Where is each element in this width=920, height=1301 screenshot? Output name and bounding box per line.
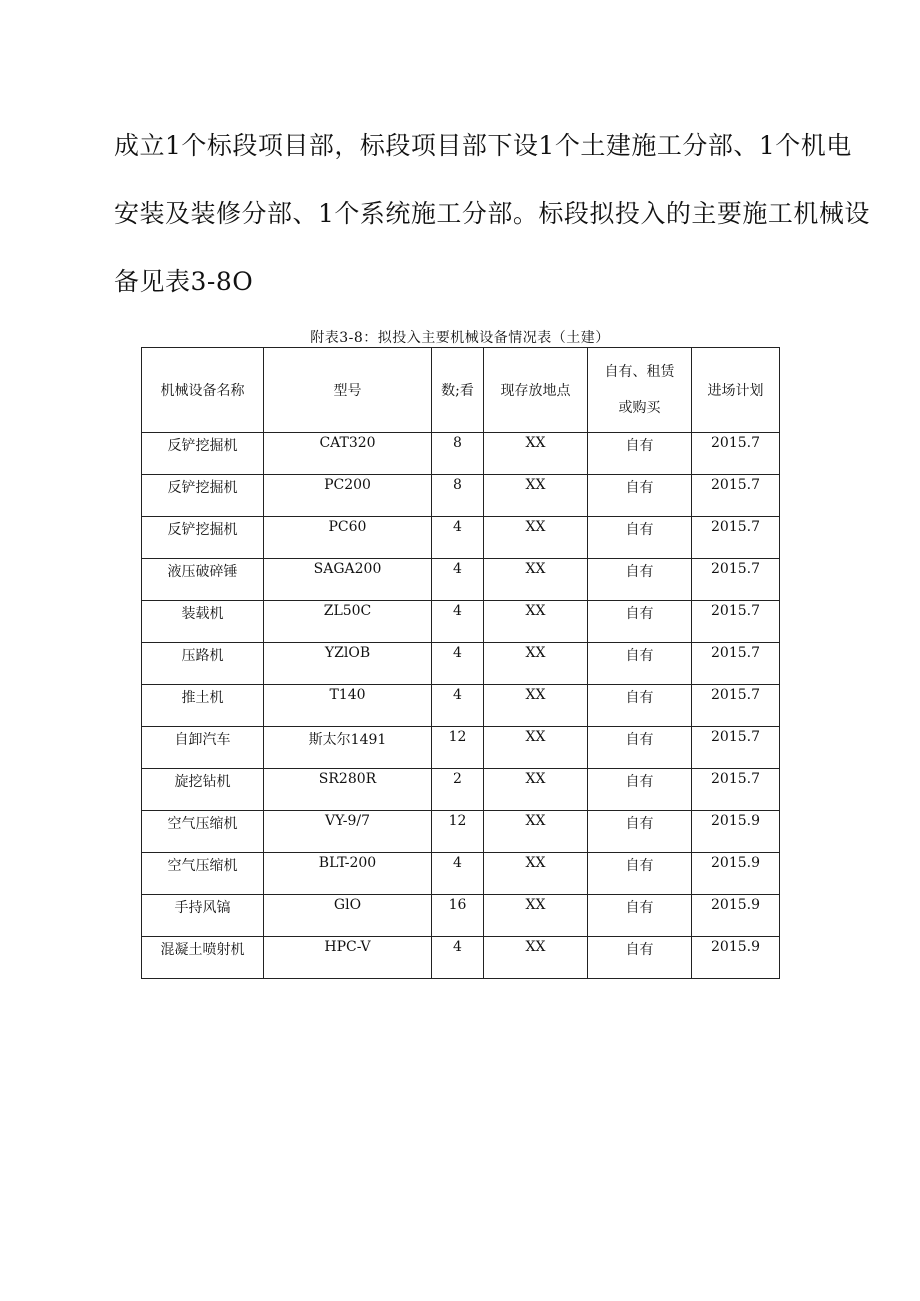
cell-schedule: 2015.7 [692,475,780,517]
cell-ownership: 自有 [588,517,692,559]
table-row [142,433,780,475]
cell-quantity: 12 [432,811,484,853]
cell-model: PC60 [264,517,432,559]
cell-location: XX [484,643,588,685]
cell-quantity: 8 [432,475,484,517]
cell-location: XX [484,559,588,601]
cell-ownership: 自有 [588,433,692,475]
cell-schedule: 2015.7 [692,601,780,643]
cell-model: ZL50C [264,601,432,643]
header-ownership-line1: 自有、租赁 [604,364,675,380]
cell-location: XX [484,517,588,559]
cell-model: PC200 [264,475,432,517]
cell-ownership: 自有 [588,685,692,727]
cell-quantity: 4 [432,643,484,685]
cell-equipment-name: 反铲挖掘机 [142,433,264,475]
cell-ownership: 自有 [588,559,692,601]
header-ownership [588,348,692,433]
cell-schedule: 2015.9 [692,811,780,853]
table-row [142,727,780,769]
cell-quantity: 4 [432,853,484,895]
cell-model: YZlOB [264,643,432,685]
cell-equipment-name: 压路机 [142,643,264,685]
cell-location: XX [484,937,588,979]
table-row [142,811,780,853]
cell-schedule: 2015.7 [692,517,780,559]
cell-equipment-name: 推土机 [142,685,264,727]
table-row [142,685,780,727]
header-model: 型号 [264,348,432,433]
cell-model: CAT320 [264,433,432,475]
table-row [142,769,780,811]
cell-model: T140 [264,685,432,727]
cell-ownership: 自有 [588,643,692,685]
cell-schedule: 2015.7 [692,769,780,811]
cell-model: SAGA200 [264,559,432,601]
cell-ownership: 自有 [588,475,692,517]
cell-schedule: 2015.7 [692,559,780,601]
cell-model: 斯太尔1491 [264,727,432,769]
cell-equipment-name: 旋挖钻机 [142,769,264,811]
cell-schedule: 2015.7 [692,727,780,769]
cell-location: XX [484,769,588,811]
table-body [142,433,780,979]
cell-equipment-name: 手持风镐 [142,895,264,937]
cell-quantity: 16 [432,895,484,937]
table-row [142,643,780,685]
cell-model: HPC-V [264,937,432,979]
cell-model: SR280R [264,769,432,811]
cell-model: GlO [264,895,432,937]
table-row [142,895,780,937]
cell-equipment-name: 自卸汽车 [142,727,264,769]
paragraph-line: 安装及装修分部、1个系统施工分部。标段拟投入的主要施工机械设 [114,199,870,228]
cell-schedule: 2015.9 [692,937,780,979]
cell-ownership: 自有 [588,853,692,895]
cell-schedule: 2015.7 [692,433,780,475]
cell-equipment-name: 液压破碎锤 [142,559,264,601]
table-row [142,475,780,517]
cell-ownership: 自有 [588,937,692,979]
cell-equipment-name: 空气压缩机 [142,811,264,853]
cell-quantity: 4 [432,685,484,727]
cell-quantity: 4 [432,517,484,559]
table-caption: 附表3-8：拟投入主要机械设备情况表（土建） [310,330,610,346]
paragraph-line: 成立1个标段项目部，标段项目部下设1个土建施工分部、1个机电 [114,131,852,160]
cell-equipment-name: 反铲挖掘机 [142,517,264,559]
cell-equipment-name: 空气压缩机 [142,853,264,895]
cell-equipment-name: 混凝土喷射机 [142,937,264,979]
cell-location: XX [484,685,588,727]
table-row [142,517,780,559]
cell-quantity: 4 [432,937,484,979]
table-row [142,853,780,895]
header-location: 现存放地点 [484,348,588,433]
cell-location: XX [484,727,588,769]
cell-ownership: 自有 [588,727,692,769]
cell-quantity: 12 [432,727,484,769]
cell-equipment-name: 装载机 [142,601,264,643]
cell-ownership: 自有 [588,769,692,811]
header-ownership-line2: 或购买 [618,400,661,416]
cell-location: XX [484,811,588,853]
cell-location: XX [484,895,588,937]
cell-ownership: 自有 [588,811,692,853]
paragraph-line: 备见表3-8O [114,267,254,296]
cell-location: XX [484,601,588,643]
table-row [142,601,780,643]
cell-quantity: 4 [432,601,484,643]
cell-ownership: 自有 [588,895,692,937]
cell-ownership: 自有 [588,601,692,643]
cell-quantity: 4 [432,559,484,601]
table-header-row [142,348,780,433]
header-schedule: 进场计划 [692,348,780,433]
table-row [142,559,780,601]
header-quantity: 数;看 [432,348,484,433]
cell-quantity: 8 [432,433,484,475]
body-paragraph [114,120,870,324]
header-equipment-name: 机械设备名称 [142,348,264,433]
cell-location: XX [484,433,588,475]
cell-equipment-name: 反铲挖掘机 [142,475,264,517]
cell-model: VY-9/7 [264,811,432,853]
cell-schedule: 2015.7 [692,685,780,727]
cell-model: BLT-200 [264,853,432,895]
cell-location: XX [484,475,588,517]
cell-schedule: 2015.9 [692,853,780,895]
cell-schedule: 2015.9 [692,895,780,937]
cell-schedule: 2015.7 [692,643,780,685]
cell-quantity: 2 [432,769,484,811]
table-row [142,937,780,979]
cell-location: XX [484,853,588,895]
equipment-table [141,347,780,979]
